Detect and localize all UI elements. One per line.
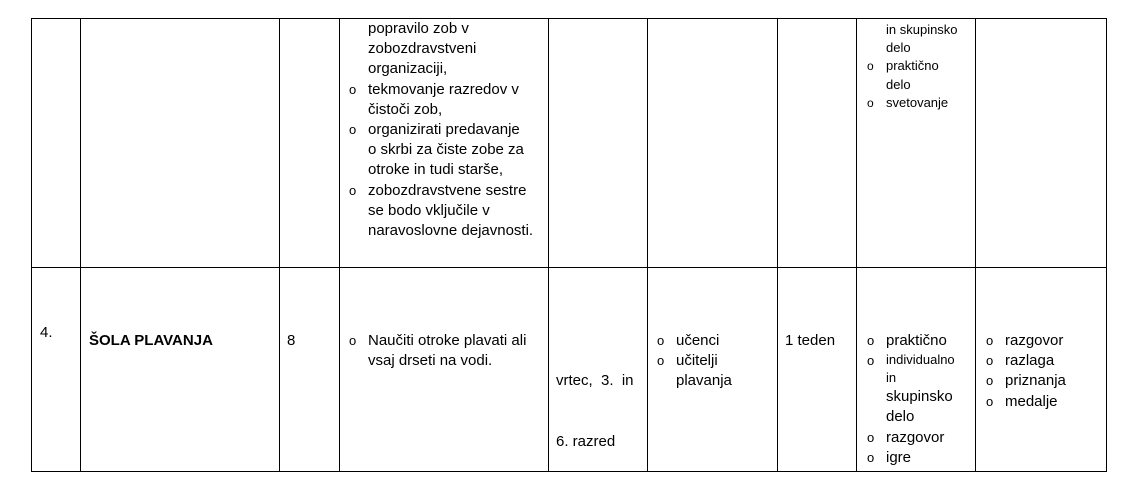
bullet-icon: o [986,393,994,409]
list-item: o tekmovanje razredov v čistoči zob, [349,80,519,118]
bullet-icon: o [986,373,994,389]
row-bottom-methods [867,331,973,468]
row-bottom-goal [349,331,544,371]
participants [657,331,775,392]
list-item: o individualno in skupinsko delo [867,352,955,426]
col-divider [80,18,81,472]
bullet-icon: o [867,353,875,369]
list-item: o razgovor [986,331,1104,351]
row-top-goals [349,19,544,241]
bullet-icon: o [867,59,874,74]
col-divider [279,18,280,472]
list-item: o praktično [867,331,973,351]
col-divider [548,18,549,472]
row-divider [31,267,1107,268]
program-table [31,18,1107,472]
bullet-icon: o [867,333,875,348]
bullet-icon: o [657,353,665,369]
list-item: o svetovanje [867,94,973,112]
bullet-icon: o [867,449,875,465]
row-bottom-forms [986,331,1104,412]
list-item: o učenci [657,331,775,351]
hours-value: 8 [287,332,296,349]
bullet-icon: o [986,353,994,369]
col-divider [777,18,778,472]
list-item: o praktično delo [867,58,939,92]
col-divider [975,18,976,472]
bullet-icon: o [986,333,994,348]
bullet-icon: o [349,333,357,348]
list-item: o razlaga [986,351,1104,371]
bullet-icon: o [349,81,357,97]
target-group: vrtec, 3. in 6. razred [556,372,634,451]
row-number: 4. [40,324,53,341]
bullet-icon: o [657,333,665,348]
col-divider [339,18,340,472]
row-top-methods [867,21,973,112]
list-item: o učitelji plavanja [657,352,732,390]
bullet-icon: o [349,182,357,198]
goal-line: popravilo zob v zobozdravstveni organizaciji, [368,20,477,78]
list-item: o zobozdravstvene sestre se bodo vključile v naravoslovne dejavnosti. [349,181,534,240]
bullet-icon: o [867,429,875,445]
bullet-icon: o [349,122,357,138]
list-item: o medalje [986,392,1104,412]
bullet-icon: o [867,95,874,110]
list-item: o Naučiti otroke plavati ali vsaj drseti na vodi. [349,332,527,370]
list-item: o organizirati predavanje o skrbi za čiste zobe za otroke in tudi starše, [349,121,524,179]
col-divider [856,18,857,472]
list-item: o igre [867,448,973,468]
duration-value: 1 teden [785,332,836,349]
list-item: o razgovor [867,428,973,448]
activity-title: ŠOLA PLAVANJA [89,332,213,349]
list-item: o priznanja [986,371,1104,391]
col-divider [647,18,648,472]
method-line: in skupinsko delo [886,22,958,56]
